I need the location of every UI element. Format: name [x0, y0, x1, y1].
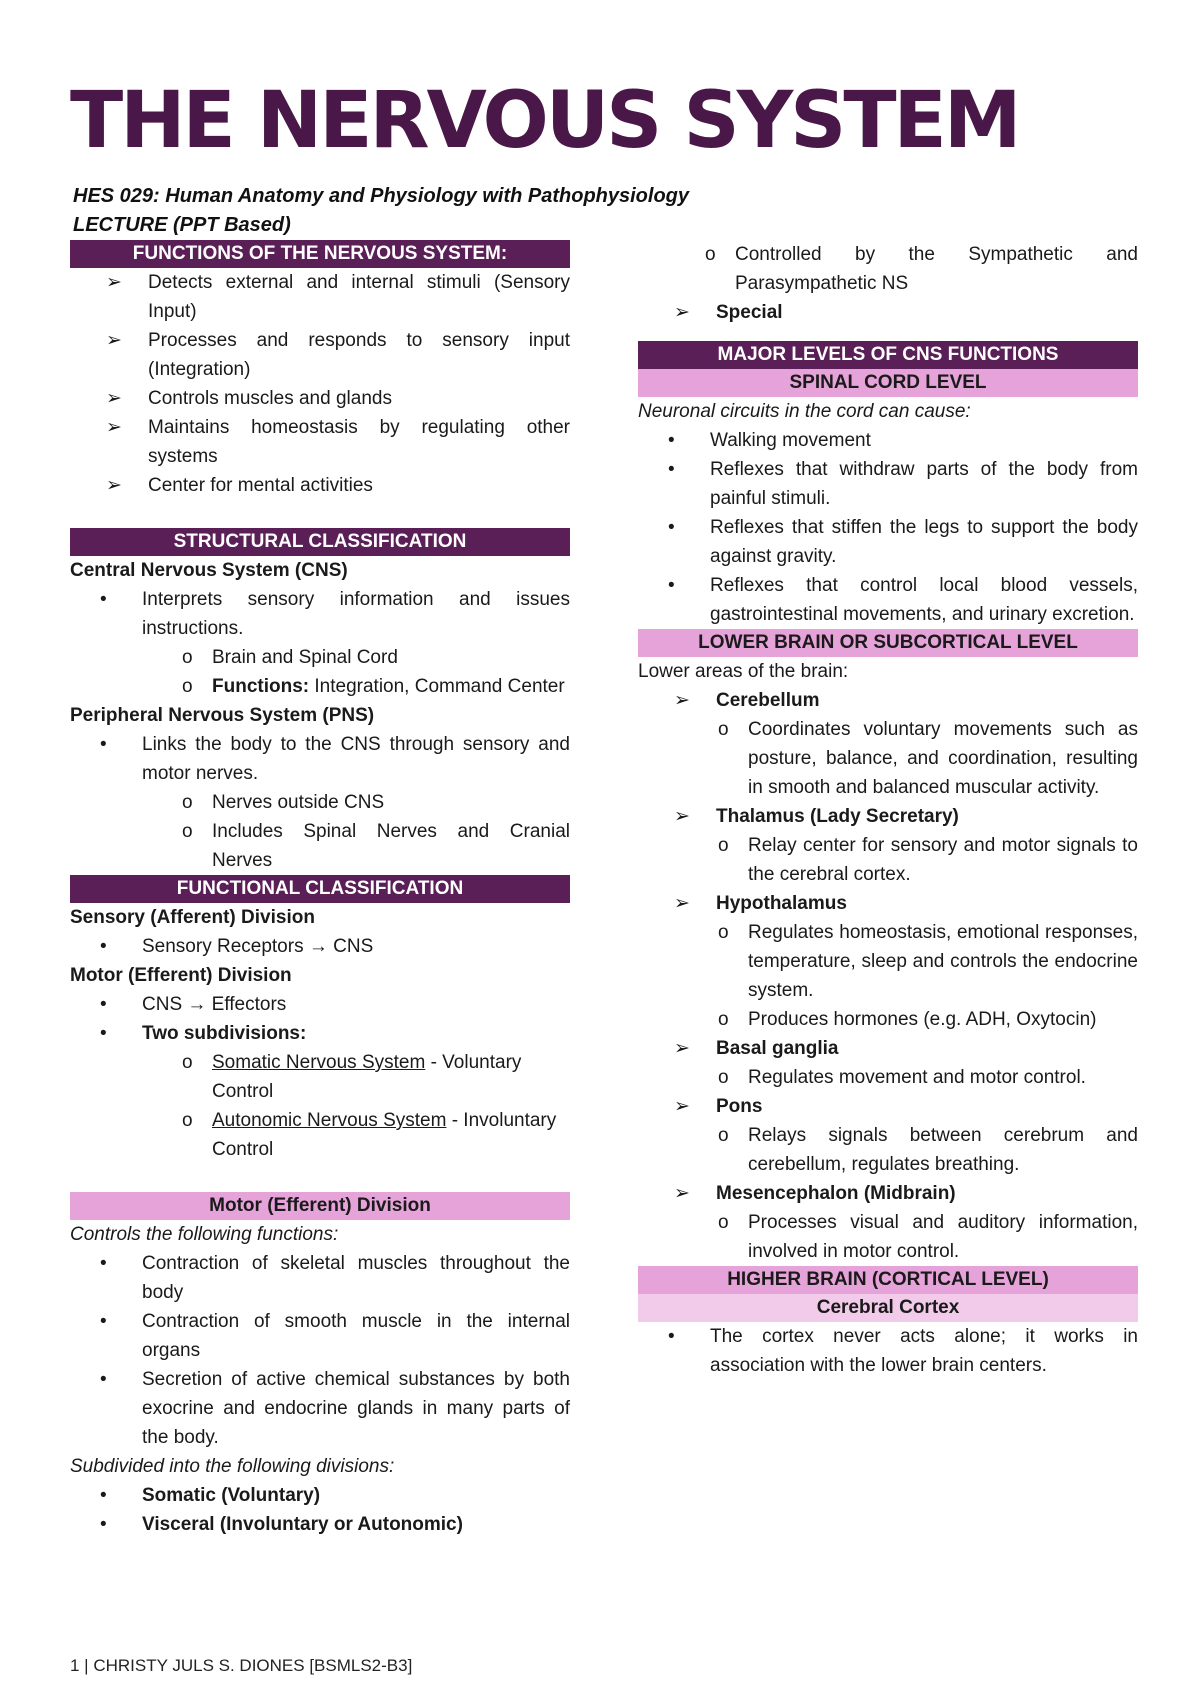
- list-item: • Somatic (Voluntary): [100, 1485, 321, 1506]
- right-column: [638, 240, 1138, 1380]
- list-item: ➢ Special: [674, 302, 783, 323]
- list-item: o Functions: Integration, Command Center: [182, 676, 565, 697]
- motor-title: Motor (Efferent) Division: [70, 965, 292, 986]
- list-item: o Relays signals between cerebrum and cerebellum, regulates breathing.: [718, 1125, 1138, 1175]
- list-item: ➢ Processes and responds to sensory input (Integration): [106, 330, 570, 380]
- list-item: • Visceral (Involuntary or Autonomic): [100, 1514, 463, 1535]
- lecture-subtitle: LECTURE (PPT Based): [73, 214, 291, 236]
- list-item: o Produces hormones (e.g. ADH, Oxytocin): [718, 1009, 1097, 1030]
- section-header-structural: STRUCTURAL CLASSIFICATION: [70, 528, 570, 556]
- section-header-cerebral-cortex: Cerebral Cortex: [638, 1294, 1138, 1322]
- list-item: • Contraction of smooth muscle in the internal organs: [100, 1311, 570, 1361]
- list-item: • Two subdivisions:: [100, 1023, 307, 1044]
- spinal-intro: Neuronal circuits in the cord can cause:: [638, 401, 971, 422]
- list-item: ➢ Detects external and internal stimuli (Sensory Input): [106, 272, 570, 322]
- list-item: ➢ Basal ganglia: [674, 1038, 839, 1059]
- list-item: o Regulates homeostasis, emotional responses, temperature, sleep and controls the endocrine system.: [718, 922, 1138, 1001]
- list-item: o Relay center for sensory and motor signals to the cerebral cortex.: [718, 835, 1138, 885]
- subdivided-intro: Subdivided into the following divisions:: [70, 1456, 395, 1477]
- page-title: THE NERVOUS SYSTEM: [70, 76, 1019, 166]
- list-item: • Reflexes that stiffen the legs to support the body against gravity.: [668, 517, 1138, 567]
- somatic-link[interactable]: Somatic Nervous System: [212, 1052, 426, 1073]
- sensory-title: Sensory (Afferent) Division: [70, 907, 315, 928]
- cns-title: Central Nervous System (CNS): [70, 560, 348, 581]
- list-item: • Links the body to the CNS through sensory and motor nerves.: [100, 734, 570, 784]
- list-item: • Sensory Receptors → CNS: [100, 936, 374, 957]
- list-item: ➢ Maintains homeostasis by regulating other systems: [106, 417, 570, 467]
- list-item: o Coordinates voluntary movements such as posture, balance, and coordination, resulting in smooth and balanced muscular activity.: [718, 719, 1138, 798]
- pns-title: Peripheral Nervous System (PNS): [70, 705, 375, 726]
- list-item: ➢ Pons: [674, 1096, 763, 1117]
- list-item: • Secretion of active chemical substances by both exocrine and endocrine glands in many parts of the body.: [100, 1369, 570, 1448]
- list-item: ➢ Cerebellum: [674, 690, 820, 711]
- list-item: • Contraction of skeletal muscles throughout the body: [100, 1253, 570, 1303]
- controls-intro: Controls the following functions:: [70, 1224, 339, 1245]
- list-item: • Walking movement: [668, 430, 871, 451]
- section-header-higher-brain: HIGHER BRAIN (CORTICAL LEVEL): [638, 1266, 1138, 1294]
- section-header-major-levels: MAJOR LEVELS OF CNS FUNCTIONS: [638, 341, 1138, 369]
- list-item: • Reflexes that control local blood vessels, gastrointestinal movements, and urinary excretion.: [668, 575, 1138, 625]
- list-item: o Nerves outside CNS: [182, 792, 385, 813]
- section-header-spinal: SPINAL CORD LEVEL: [638, 369, 1138, 397]
- list-item: • Reflexes that withdraw parts of the body from painful stimuli.: [668, 459, 1138, 509]
- list-item: • The cortex never acts alone; it works in association with the lower brain centers.: [668, 1326, 1138, 1376]
- list-item: o Includes Spinal Nerves and Cranial Nerves: [182, 821, 570, 871]
- course-subtitle: HES 029: Human Anatomy and Physiology with Pathophysiology: [73, 185, 690, 207]
- list-item: ➢ Hypothalamus: [674, 893, 847, 914]
- lower-intro: Lower areas of the brain:: [638, 661, 849, 682]
- list-item: o Brain and Spinal Cord: [182, 647, 398, 668]
- section-header-lower-brain: LOWER BRAIN OR SUBCORTICAL LEVEL: [638, 629, 1138, 657]
- list-item: ➢ Thalamus (Lady Secretary): [674, 806, 959, 827]
- list-item: • Interprets sensory information and issues instructions.: [100, 589, 570, 639]
- list-item: ➢ Center for mental activities: [106, 475, 373, 496]
- list-item: • CNS → Effectors: [100, 994, 287, 1015]
- page-footer: 1 | CHRISTY JULS S. DIONES [BSMLS2-B3]: [70, 1656, 413, 1675]
- list-item: ➢ Mesencephalon (Midbrain): [674, 1183, 956, 1204]
- list-item: o Regulates movement and motor control.: [718, 1067, 1086, 1088]
- section-header-functional: FUNCTIONAL CLASSIFICATION: [70, 875, 570, 903]
- section-header-functions: FUNCTIONS OF THE NERVOUS SYSTEM:: [70, 240, 570, 268]
- list-item: o Controlled by the Sympathetic and Parasympathetic NS: [705, 244, 1138, 294]
- list-item: o Somatic Nervous System - Voluntary Control: [182, 1052, 522, 1102]
- autonomic-link[interactable]: Autonomic Nervous System: [212, 1110, 447, 1131]
- list-item: ➢ Controls muscles and glands: [106, 388, 392, 409]
- section-header-motor-division: Motor (Efferent) Division: [70, 1192, 570, 1220]
- list-item: o Processes visual and auditory information, involved in motor control.: [718, 1212, 1138, 1262]
- list-item: o Autonomic Nervous System - Involuntary Control: [182, 1110, 557, 1160]
- left-column: [70, 240, 570, 1539]
